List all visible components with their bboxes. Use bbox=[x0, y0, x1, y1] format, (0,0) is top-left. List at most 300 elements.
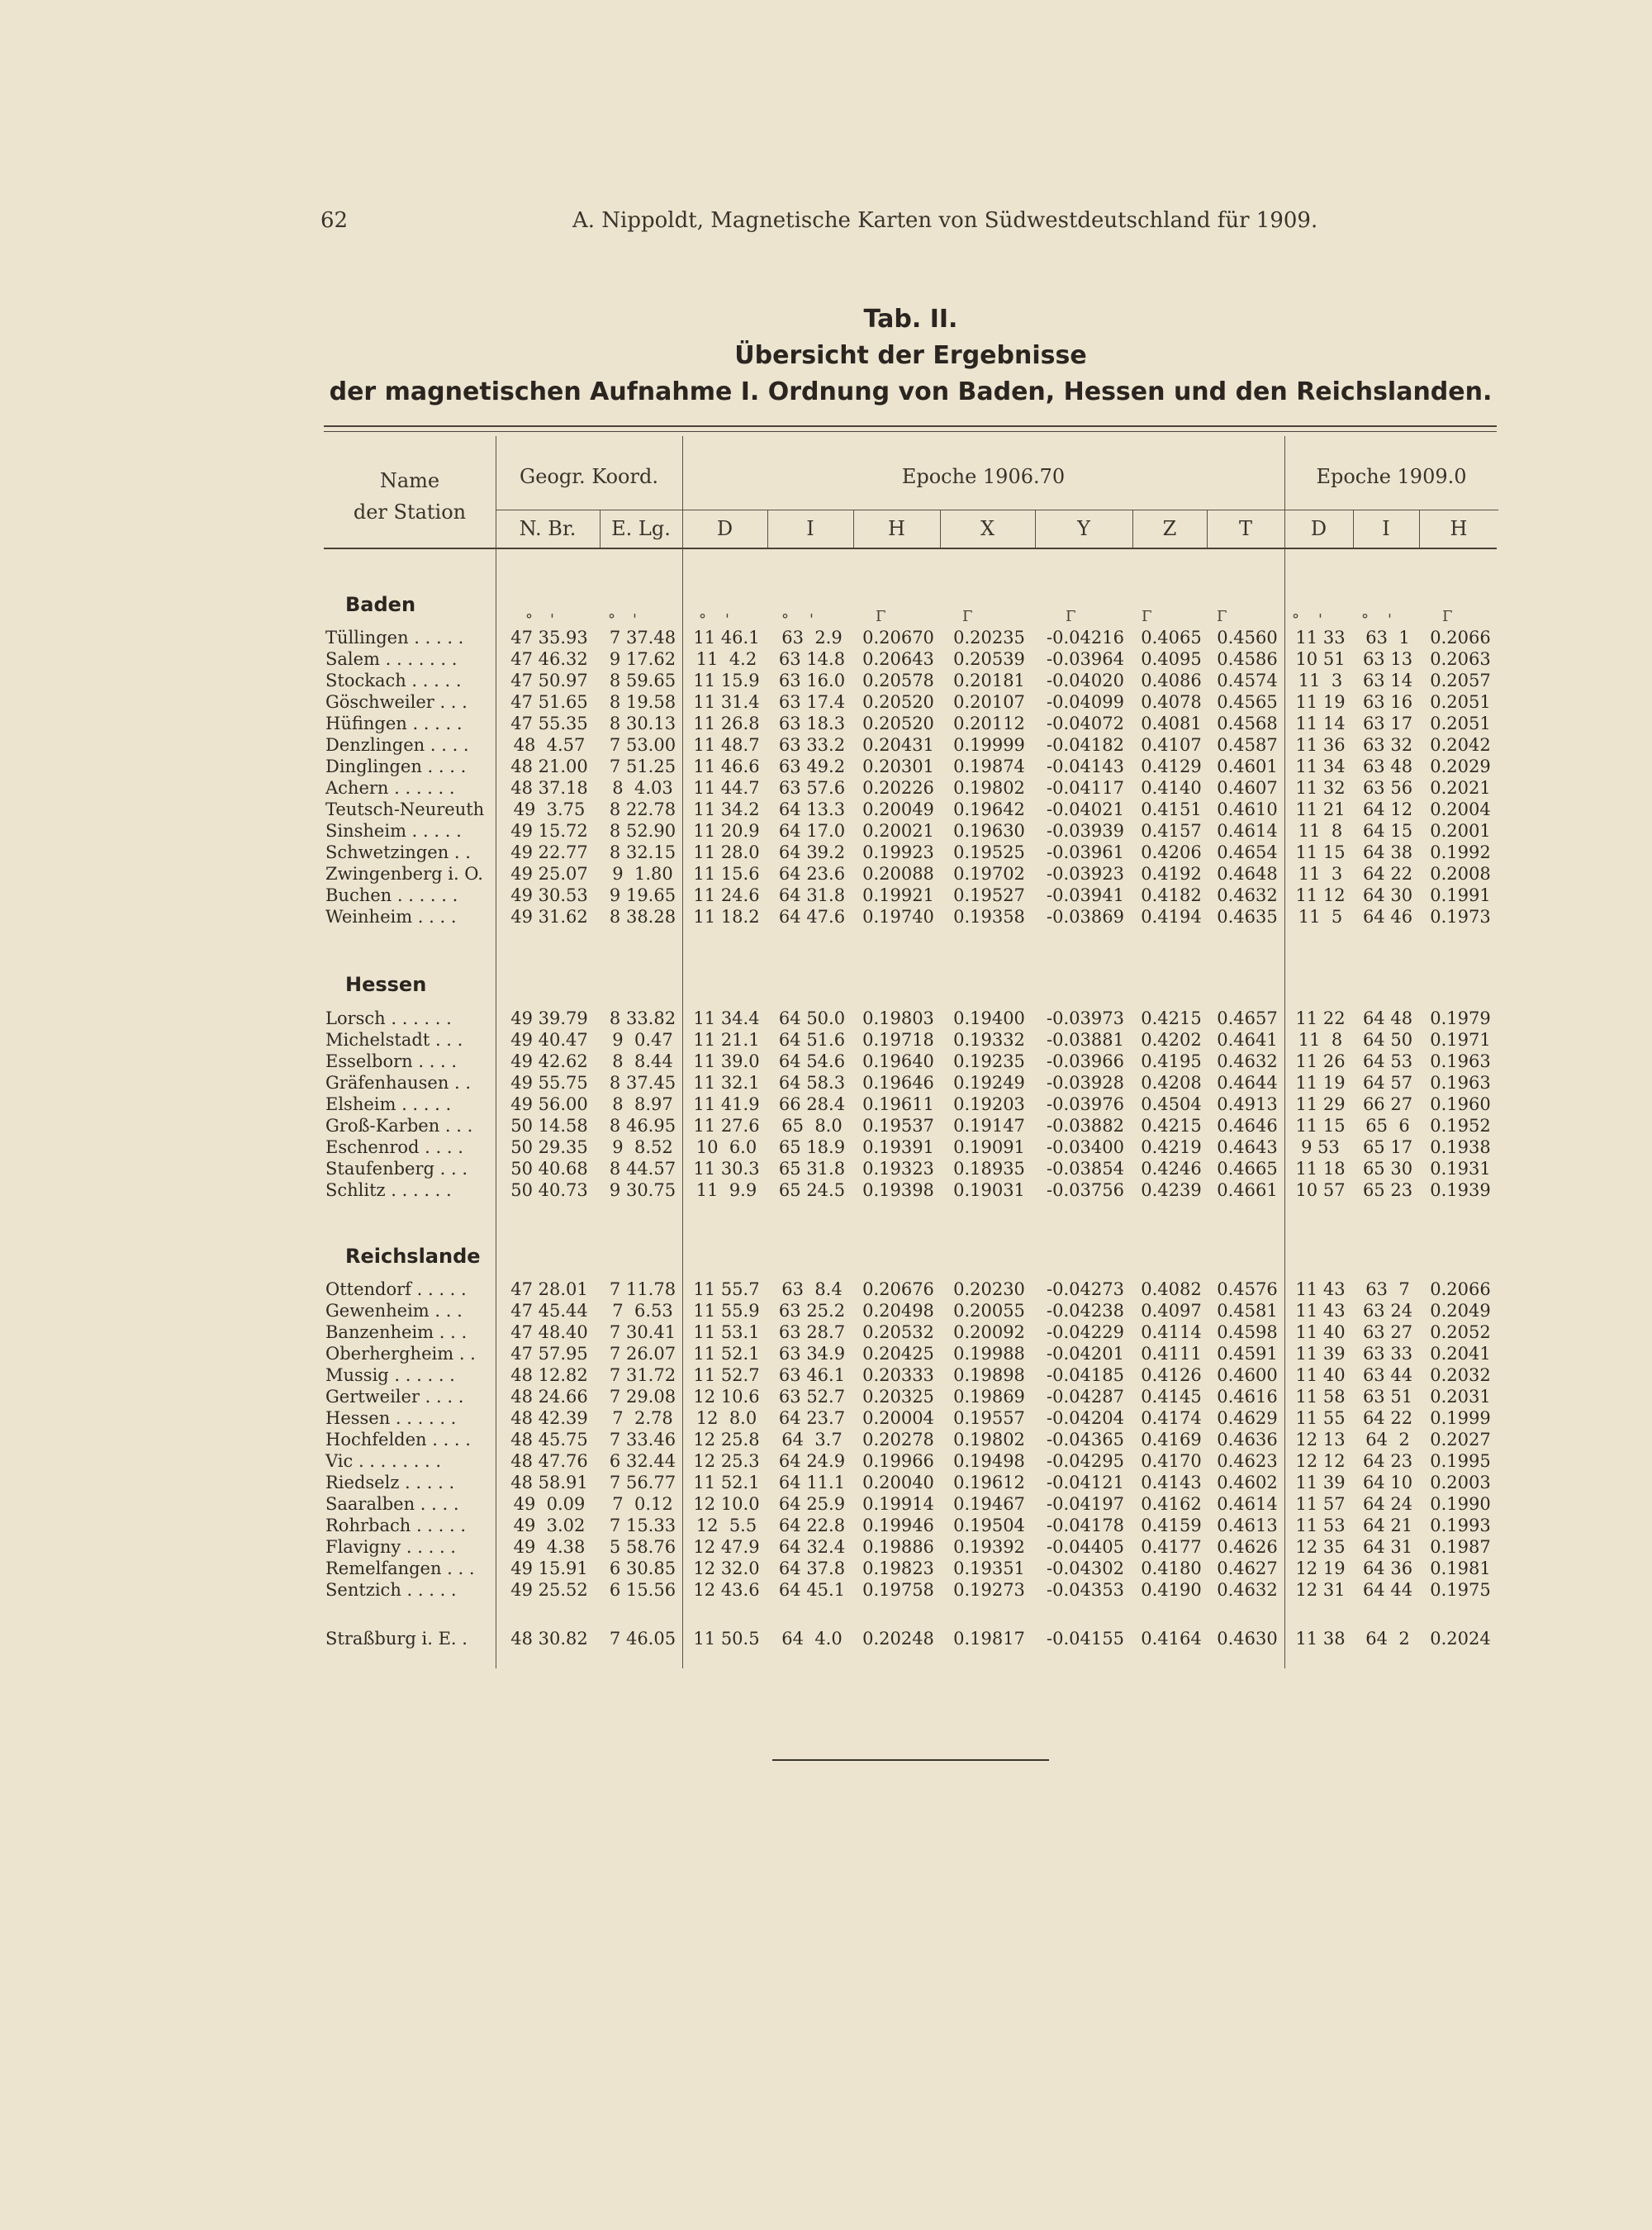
cell-D: 12 43.6 bbox=[693, 1580, 760, 1600]
cell-Z: 0.4170 bbox=[1141, 1451, 1202, 1471]
station-name: Vic . . . . . . . . bbox=[325, 1451, 442, 1471]
cell-lon: 8 8.44 bbox=[612, 1051, 673, 1071]
table-row bbox=[324, 1300, 1500, 1321]
cell-H: 0.20333 bbox=[862, 1365, 934, 1385]
cell-T: 0.4568 bbox=[1217, 714, 1278, 733]
cell-H: 0.19946 bbox=[862, 1516, 934, 1535]
cell-X: 0.19999 bbox=[953, 735, 1025, 755]
cell-H: 0.20498 bbox=[862, 1301, 934, 1321]
cell-Z: 0.4065 bbox=[1141, 628, 1202, 648]
cell-H2: 0.1990 bbox=[1430, 1494, 1491, 1514]
cell-Z: 0.4219 bbox=[1141, 1137, 1202, 1157]
cell-I: 64 24.9 bbox=[778, 1451, 846, 1471]
cell-Z: 0.4164 bbox=[1141, 1629, 1202, 1649]
station-name: Tüllingen . . . . . bbox=[325, 628, 464, 648]
table-row bbox=[324, 734, 1500, 756]
table-row bbox=[324, 1450, 1500, 1472]
cell-D2: 11 5 bbox=[1298, 907, 1343, 927]
table-row bbox=[324, 1472, 1500, 1493]
cell-T: 0.4591 bbox=[1217, 1344, 1278, 1364]
cell-H2: 0.1963 bbox=[1430, 1073, 1491, 1093]
cell-D2: 11 55 bbox=[1295, 1408, 1346, 1428]
cell-lat: 48 30.82 bbox=[510, 1629, 588, 1649]
cell-Z: 0.4140 bbox=[1141, 778, 1202, 798]
cell-H: 0.20520 bbox=[862, 692, 934, 712]
cell-X: 0.20055 bbox=[953, 1301, 1025, 1321]
table-row bbox=[324, 1386, 1500, 1407]
cell-D2: 11 32 bbox=[1295, 778, 1346, 798]
cell-D: 12 10.6 bbox=[693, 1387, 760, 1407]
cell-D: 11 55.9 bbox=[693, 1301, 760, 1321]
cell-I2: 63 16 bbox=[1362, 692, 1413, 712]
cell-Z: 0.4504 bbox=[1141, 1094, 1202, 1114]
cell-lat: 47 55.35 bbox=[510, 714, 588, 733]
cell-Y: -0.03881 bbox=[1047, 1030, 1124, 1050]
vline-Z bbox=[1207, 510, 1208, 548]
cell-Y: -0.04295 bbox=[1047, 1451, 1124, 1471]
station-name: Ottendorf . . . . . bbox=[325, 1279, 467, 1299]
section-heading-reichslande: Reichslande bbox=[345, 1245, 481, 1268]
cell-D: 11 34.4 bbox=[693, 1008, 760, 1028]
cell-T: 0.4610 bbox=[1217, 799, 1278, 819]
cell-Y: -0.03961 bbox=[1047, 842, 1124, 862]
cell-X: 0.19802 bbox=[953, 1430, 1025, 1450]
cell-Z: 0.4215 bbox=[1141, 1008, 1202, 1028]
col-header-name-line2: der Station bbox=[353, 501, 467, 524]
cell-H2: 0.2057 bbox=[1430, 671, 1491, 690]
cell-Z: 0.4177 bbox=[1141, 1537, 1202, 1557]
cell-I: 63 18.3 bbox=[778, 714, 846, 733]
station-name: Remelfangen . . . bbox=[325, 1559, 475, 1578]
cell-Z: 0.4095 bbox=[1141, 649, 1202, 669]
cell-T: 0.4601 bbox=[1217, 757, 1278, 776]
cell-D2: 12 35 bbox=[1295, 1537, 1346, 1557]
cell-D: 11 41.9 bbox=[693, 1094, 760, 1114]
cell-T: 0.4657 bbox=[1217, 1008, 1278, 1028]
station-name: Banzenheim . . . bbox=[325, 1322, 468, 1342]
table-row bbox=[324, 1628, 1500, 1649]
cell-X: 0.19203 bbox=[953, 1094, 1025, 1114]
cell-D2: 11 22 bbox=[1295, 1008, 1346, 1028]
cell-D: 11 34.2 bbox=[693, 799, 760, 819]
cell-D2: 11 34 bbox=[1295, 757, 1346, 776]
station-name: Eschenrod . . . . bbox=[325, 1137, 463, 1157]
cell-Y: -0.03939 bbox=[1047, 821, 1124, 841]
cell-lat: 49 42.62 bbox=[510, 1051, 588, 1071]
vline-X bbox=[1035, 510, 1036, 548]
cell-D: 11 48.7 bbox=[693, 735, 760, 755]
station-name: Schwetzingen . . bbox=[325, 842, 471, 862]
col-header-Y: Y bbox=[1077, 517, 1090, 540]
cell-H: 0.20040 bbox=[862, 1473, 934, 1492]
header-bottom-rule bbox=[324, 548, 1497, 549]
cell-lat: 50 29.35 bbox=[510, 1137, 588, 1157]
cell-I2: 64 50 bbox=[1362, 1030, 1413, 1050]
cell-D: 11 28.0 bbox=[693, 842, 760, 862]
cell-T: 0.4602 bbox=[1217, 1473, 1278, 1492]
cell-D: 11 55.7 bbox=[693, 1279, 760, 1299]
cell-Z: 0.4126 bbox=[1141, 1365, 1202, 1385]
cell-H: 0.19640 bbox=[862, 1051, 934, 1071]
cell-H2: 0.1952 bbox=[1430, 1116, 1491, 1136]
unit-min-lon: ' bbox=[633, 611, 637, 629]
cell-I2: 66 27 bbox=[1362, 1094, 1413, 1114]
cell-I2: 64 38 bbox=[1362, 842, 1413, 862]
cell-H: 0.19391 bbox=[862, 1137, 934, 1157]
cell-lon: 7 26.07 bbox=[609, 1344, 676, 1364]
cell-H2: 0.2008 bbox=[1430, 864, 1491, 884]
cell-Y: -0.04238 bbox=[1047, 1301, 1124, 1321]
cell-D: 11 18.2 bbox=[693, 907, 760, 927]
table-row bbox=[324, 1158, 1500, 1179]
cell-X: 0.20230 bbox=[953, 1279, 1025, 1299]
station-name: Mussig . . . . . . bbox=[325, 1365, 455, 1385]
cell-Y: -0.04099 bbox=[1047, 692, 1124, 712]
col-header-T: T bbox=[1238, 517, 1252, 540]
cell-lon: 7 29.08 bbox=[609, 1387, 676, 1407]
cell-I2: 65 17 bbox=[1362, 1137, 1413, 1157]
cell-D: 11 30.3 bbox=[693, 1159, 760, 1179]
cell-Y: -0.03756 bbox=[1047, 1180, 1124, 1200]
cell-T: 0.4641 bbox=[1217, 1030, 1278, 1050]
cell-Z: 0.4097 bbox=[1141, 1301, 1202, 1321]
cell-I2: 63 44 bbox=[1362, 1365, 1413, 1385]
station-name: Groß-Karben . . . bbox=[325, 1116, 473, 1136]
cell-lat: 49 22.77 bbox=[510, 842, 588, 862]
cell-D: 11 46.1 bbox=[693, 628, 760, 648]
cell-I2: 65 30 bbox=[1362, 1159, 1413, 1179]
cell-T: 0.4661 bbox=[1217, 1180, 1278, 1200]
cell-I2: 64 31 bbox=[1362, 1537, 1413, 1557]
unit-deg-I: ° bbox=[781, 611, 789, 629]
cell-T: 0.4632 bbox=[1217, 885, 1278, 905]
table-row bbox=[324, 713, 1500, 734]
station-name: Achern . . . . . . bbox=[325, 778, 455, 798]
cell-I: 65 8.0 bbox=[781, 1116, 843, 1136]
cell-Z: 0.4107 bbox=[1141, 735, 1202, 755]
cell-I: 64 37.8 bbox=[778, 1559, 846, 1578]
station-name: Buchen . . . . . . bbox=[325, 885, 458, 905]
cell-Y: -0.03928 bbox=[1047, 1073, 1124, 1093]
cell-I: 64 17.0 bbox=[778, 821, 846, 841]
cell-lat: 49 31.62 bbox=[510, 907, 588, 927]
cell-I: 63 28.7 bbox=[778, 1322, 846, 1342]
cell-X: 0.19802 bbox=[953, 778, 1025, 798]
cell-H2: 0.1993 bbox=[1430, 1516, 1491, 1535]
unit-gamma-H2: Γ bbox=[1442, 608, 1453, 625]
cell-X: 0.19358 bbox=[953, 907, 1025, 927]
cell-D: 11 53.1 bbox=[693, 1322, 760, 1342]
col-header-I: I bbox=[806, 517, 814, 540]
cell-I2: 65 6 bbox=[1365, 1116, 1410, 1136]
cell-H2: 0.1992 bbox=[1430, 842, 1491, 862]
cell-X: 0.19869 bbox=[953, 1387, 1025, 1407]
cell-D: 11 20.9 bbox=[693, 821, 760, 841]
cell-lon: 7 46.05 bbox=[609, 1629, 676, 1649]
cell-I: 63 46.1 bbox=[778, 1365, 846, 1385]
cell-D2: 11 58 bbox=[1295, 1387, 1346, 1407]
table-row bbox=[324, 1136, 1500, 1158]
cell-I2: 64 22 bbox=[1362, 864, 1413, 884]
cell-X: 0.19702 bbox=[953, 864, 1025, 884]
cell-T: 0.4600 bbox=[1217, 1365, 1278, 1385]
cell-lon: 5 58.76 bbox=[609, 1537, 676, 1557]
cell-D: 11 44.7 bbox=[693, 778, 760, 798]
station-name: Teutsch-Neureuth bbox=[325, 799, 485, 819]
top-rule-thin bbox=[324, 431, 1497, 432]
cell-H2: 0.2049 bbox=[1430, 1301, 1491, 1321]
col-header-H: H bbox=[888, 517, 905, 540]
cell-lon: 7 30.41 bbox=[609, 1322, 676, 1342]
cell-I: 64 50.0 bbox=[778, 1008, 846, 1028]
cell-T: 0.4643 bbox=[1217, 1137, 1278, 1157]
cell-I: 64 23.6 bbox=[778, 864, 846, 884]
cell-lon: 8 33.82 bbox=[609, 1008, 676, 1028]
table-row bbox=[324, 1493, 1500, 1515]
cell-I: 66 28.4 bbox=[778, 1094, 846, 1114]
cell-lat: 48 42.39 bbox=[510, 1408, 588, 1428]
cell-Z: 0.4215 bbox=[1141, 1116, 1202, 1136]
cell-lat: 47 57.95 bbox=[510, 1344, 588, 1364]
cell-H: 0.20248 bbox=[862, 1629, 934, 1649]
cell-Y: -0.04302 bbox=[1047, 1559, 1124, 1578]
cell-D: 12 47.9 bbox=[693, 1537, 760, 1557]
table-row bbox=[324, 1536, 1500, 1558]
cell-I2: 64 15 bbox=[1362, 821, 1413, 841]
cell-lon: 6 30.85 bbox=[609, 1559, 676, 1578]
col-header-lon: E. Lg. bbox=[611, 517, 671, 540]
cell-H: 0.19823 bbox=[862, 1559, 934, 1578]
cell-Z: 0.4145 bbox=[1141, 1387, 1202, 1407]
cell-H: 0.20021 bbox=[862, 821, 934, 841]
cell-D2: 11 18 bbox=[1295, 1159, 1346, 1179]
vline-D2 bbox=[1353, 510, 1354, 548]
cell-Y: -0.03923 bbox=[1047, 864, 1124, 884]
cell-H: 0.20088 bbox=[862, 864, 934, 884]
unit-deg-lon: ° bbox=[608, 611, 615, 629]
cell-lat: 48 58.91 bbox=[510, 1473, 588, 1492]
table-row bbox=[324, 1115, 1500, 1136]
cell-Y: -0.04020 bbox=[1047, 671, 1124, 690]
cell-D: 11 9.9 bbox=[695, 1180, 757, 1200]
cell-I: 63 49.2 bbox=[778, 757, 846, 776]
cell-D: 12 5.5 bbox=[695, 1516, 757, 1535]
cell-Y: -0.04405 bbox=[1047, 1537, 1124, 1557]
cell-H: 0.19803 bbox=[862, 1008, 934, 1028]
cell-Z: 0.4190 bbox=[1141, 1580, 1202, 1600]
table-row bbox=[324, 1029, 1500, 1051]
unit-min-D: ' bbox=[725, 611, 729, 629]
cell-H: 0.19921 bbox=[862, 885, 934, 905]
cell-Z: 0.4078 bbox=[1141, 692, 1202, 712]
cell-lon: 8 37.45 bbox=[609, 1073, 676, 1093]
cell-H2: 0.1999 bbox=[1430, 1408, 1491, 1428]
cell-Y: -0.03854 bbox=[1047, 1159, 1124, 1179]
cell-Z: 0.4086 bbox=[1141, 671, 1202, 690]
cell-D: 11 24.6 bbox=[693, 885, 760, 905]
cell-X: 0.20181 bbox=[953, 671, 1025, 690]
cell-X: 0.19031 bbox=[953, 1180, 1025, 1200]
cell-D2: 11 12 bbox=[1295, 885, 1346, 905]
cell-T: 0.4574 bbox=[1217, 671, 1278, 690]
cell-H2: 0.1938 bbox=[1430, 1137, 1491, 1157]
cell-H2: 0.2051 bbox=[1430, 714, 1491, 733]
cell-H2: 0.1971 bbox=[1430, 1030, 1491, 1050]
cell-T: 0.4613 bbox=[1217, 1516, 1278, 1535]
cell-X: 0.19557 bbox=[953, 1408, 1025, 1428]
table-row bbox=[324, 906, 1500, 928]
station-name: Esselborn . . . . bbox=[325, 1051, 458, 1071]
cell-I: 64 13.3 bbox=[778, 799, 846, 819]
station-name: Hüfingen . . . . . bbox=[325, 714, 463, 733]
cell-I2: 64 48 bbox=[1362, 1008, 1413, 1028]
cell-D: 11 26.8 bbox=[693, 714, 760, 733]
col-header-Z: Z bbox=[1162, 517, 1177, 540]
cell-lat: 47 35.93 bbox=[510, 628, 588, 648]
unit-min-lat: ' bbox=[550, 611, 554, 629]
cell-D2: 11 15 bbox=[1295, 842, 1346, 862]
cell-H2: 0.1995 bbox=[1430, 1451, 1491, 1471]
unit-min-D2: ' bbox=[1318, 611, 1322, 629]
station-name: Dinglingen . . . . bbox=[325, 757, 467, 776]
station-name: Schlitz . . . . . . bbox=[325, 1180, 452, 1200]
cell-T: 0.4635 bbox=[1217, 907, 1278, 927]
cell-I: 64 4.0 bbox=[781, 1629, 843, 1649]
station-name: Sentzich . . . . . bbox=[325, 1580, 457, 1600]
cell-X: 0.19525 bbox=[953, 842, 1025, 862]
cell-H: 0.20301 bbox=[862, 757, 934, 776]
unit-min-I2: ' bbox=[1388, 611, 1392, 629]
cell-X: 0.19612 bbox=[953, 1473, 1025, 1492]
vline-I2 bbox=[1419, 510, 1420, 548]
station-name: Hessen . . . . . . bbox=[325, 1408, 457, 1428]
cell-H: 0.20325 bbox=[862, 1387, 934, 1407]
cell-I: 64 11.1 bbox=[778, 1473, 846, 1492]
cell-Y: -0.03966 bbox=[1047, 1051, 1124, 1071]
station-name: Staufenberg . . . bbox=[325, 1159, 468, 1179]
cell-Z: 0.4192 bbox=[1141, 864, 1202, 884]
cell-X: 0.19351 bbox=[953, 1559, 1025, 1578]
unit-gamma-H: Γ bbox=[876, 608, 886, 625]
cell-lon: 8 38.28 bbox=[609, 907, 676, 927]
cell-lon: 9 8.52 bbox=[612, 1137, 673, 1157]
station-name: Michelstadt . . . bbox=[325, 1030, 463, 1050]
cell-Y: -0.04353 bbox=[1047, 1580, 1124, 1600]
cell-Y: -0.04155 bbox=[1047, 1629, 1124, 1649]
cell-X: 0.19147 bbox=[953, 1116, 1025, 1136]
cell-Y: -0.03400 bbox=[1047, 1137, 1124, 1157]
cell-D2: 11 15 bbox=[1295, 1116, 1346, 1136]
cell-lat: 47 45.44 bbox=[510, 1301, 588, 1321]
col-header-geo: Geogr. Koord. bbox=[520, 465, 658, 488]
cell-lat: 48 47.76 bbox=[510, 1451, 588, 1471]
table-row bbox=[324, 691, 1500, 713]
cell-D2: 12 31 bbox=[1295, 1580, 1346, 1600]
cell-lon: 8 4.03 bbox=[612, 778, 673, 798]
cell-lat: 50 14.58 bbox=[510, 1116, 588, 1136]
cell-I2: 63 1 bbox=[1365, 628, 1410, 648]
cell-Z: 0.4208 bbox=[1141, 1073, 1202, 1093]
cell-Z: 0.4246 bbox=[1141, 1159, 1202, 1179]
cell-T: 0.4630 bbox=[1217, 1629, 1278, 1649]
cell-Z: 0.4195 bbox=[1141, 1051, 1202, 1071]
cell-Z: 0.4111 bbox=[1141, 1344, 1202, 1364]
cell-Z: 0.4180 bbox=[1141, 1559, 1202, 1578]
unit-deg-lat: ° bbox=[525, 611, 533, 629]
cell-I: 63 16.0 bbox=[778, 671, 846, 690]
cell-lat: 47 51.65 bbox=[510, 692, 588, 712]
col-header-name bbox=[324, 465, 496, 528]
cell-I2: 63 48 bbox=[1362, 757, 1413, 776]
cell-H2: 0.2032 bbox=[1430, 1365, 1491, 1385]
cell-Y: -0.04287 bbox=[1047, 1387, 1124, 1407]
cell-H2: 0.2042 bbox=[1430, 735, 1491, 755]
cell-lat: 50 40.73 bbox=[510, 1180, 588, 1200]
vline-I bbox=[853, 510, 854, 548]
cell-T: 0.4629 bbox=[1217, 1408, 1278, 1428]
cell-I2: 64 53 bbox=[1362, 1051, 1413, 1071]
cell-Z: 0.4129 bbox=[1141, 757, 1202, 776]
cell-lat: 49 15.72 bbox=[510, 821, 588, 841]
cell-I: 64 39.2 bbox=[778, 842, 846, 862]
col-header-epoch-1906: Epoche 1906.70 bbox=[901, 465, 1066, 488]
cell-H: 0.19740 bbox=[862, 907, 934, 927]
table-row bbox=[324, 1321, 1500, 1343]
cell-X: 0.19273 bbox=[953, 1580, 1025, 1600]
cell-I2: 63 33 bbox=[1362, 1344, 1413, 1364]
cell-I: 64 3.7 bbox=[781, 1430, 843, 1450]
unit-deg-D2: ° bbox=[1292, 611, 1299, 629]
cell-H2: 0.2031 bbox=[1430, 1387, 1491, 1407]
cell-X: 0.19988 bbox=[953, 1344, 1025, 1364]
cell-T: 0.4607 bbox=[1217, 778, 1278, 798]
cell-H: 0.20520 bbox=[862, 714, 934, 733]
cell-Y: -0.03869 bbox=[1047, 907, 1124, 927]
section-heading-baden: Baden bbox=[345, 593, 416, 616]
table-row bbox=[324, 1407, 1500, 1429]
cell-H2: 0.1939 bbox=[1430, 1180, 1491, 1200]
cell-lon: 7 37.48 bbox=[609, 628, 676, 648]
cell-T: 0.4586 bbox=[1217, 649, 1278, 669]
table-row bbox=[324, 1008, 1500, 1029]
cell-D: 11 27.6 bbox=[693, 1116, 760, 1136]
cell-X: 0.20235 bbox=[953, 628, 1025, 648]
cell-T: 0.4614 bbox=[1217, 1494, 1278, 1514]
cell-I2: 64 57 bbox=[1362, 1073, 1413, 1093]
station-name: Oberhergheim . . bbox=[325, 1344, 476, 1364]
station-name: Riedselz . . . . . bbox=[325, 1473, 455, 1492]
cell-X: 0.19235 bbox=[953, 1051, 1025, 1071]
cell-I: 64 47.6 bbox=[778, 907, 846, 927]
cell-H2: 0.2021 bbox=[1430, 778, 1491, 798]
cell-I2: 64 2 bbox=[1365, 1629, 1410, 1649]
vline-H bbox=[940, 510, 941, 548]
cell-H2: 0.1973 bbox=[1430, 907, 1491, 927]
cell-lat: 49 25.52 bbox=[510, 1580, 588, 1600]
cell-Z: 0.4151 bbox=[1141, 799, 1202, 819]
cell-H2: 0.2066 bbox=[1430, 628, 1491, 648]
cell-Z: 0.4162 bbox=[1141, 1494, 1202, 1514]
cell-X: 0.18935 bbox=[953, 1159, 1025, 1179]
cell-X: 0.20112 bbox=[953, 714, 1025, 733]
cell-T: 0.4626 bbox=[1217, 1537, 1278, 1557]
cell-lat: 49 40.47 bbox=[510, 1030, 588, 1050]
cell-lon: 9 19.65 bbox=[609, 885, 676, 905]
cell-H: 0.19398 bbox=[862, 1180, 934, 1200]
cell-H: 0.19886 bbox=[862, 1537, 934, 1557]
cell-lon: 8 30.13 bbox=[609, 714, 676, 733]
cell-H: 0.19646 bbox=[862, 1073, 934, 1093]
